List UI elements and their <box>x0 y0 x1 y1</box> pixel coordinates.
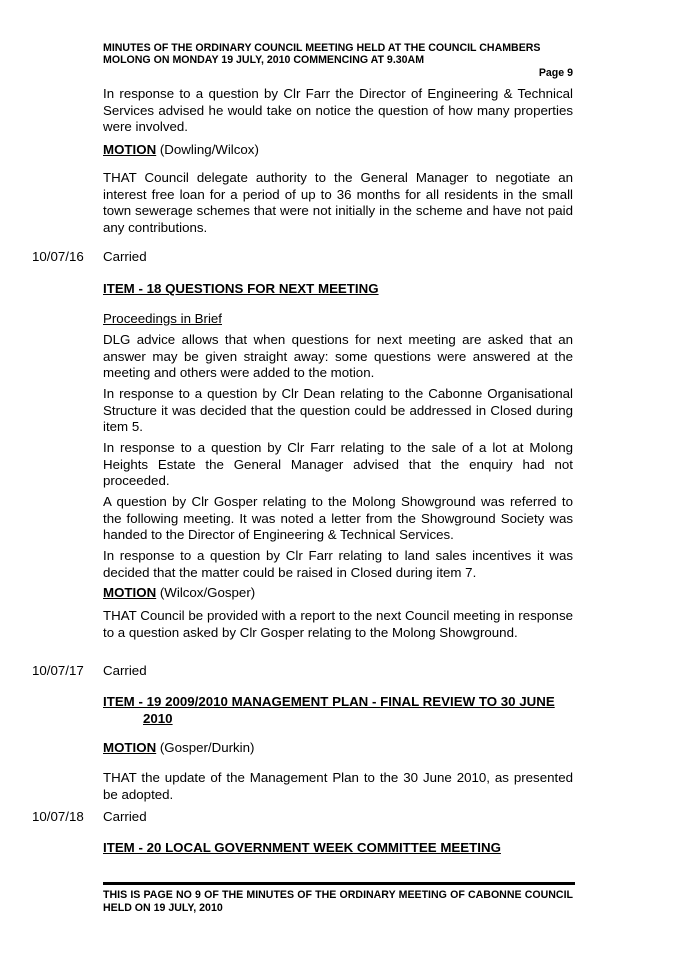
motion-movers: (Gosper/Durkin) <box>156 740 255 755</box>
resolution-text-loan: THAT Council delegate authority to the General Manager to negotiate an interest free loan for a period of up to 36 months for all residents in the small town sewerage schemes that were not initially in the scheme and have not paid any contributions. <box>103 170 573 235</box>
paragraph-dean-question: In response to a question by Clr Dean relating to the Cabonne Organisational Structure it was decided that the question could be addressed in Closed during item 5. <box>103 386 573 434</box>
paragraph-land-sales: In response to a question by Clr Farr relating to land sales incentives it was decided that the matter could be raised in Closed during item 7. <box>103 548 573 580</box>
minutes-header <box>103 42 573 66</box>
item-19-heading-line-2: 2010 <box>143 710 173 726</box>
motion-gosper-durkin <box>103 740 573 757</box>
resolution-text-management-plan: THAT the update of the Management Plan to the 30 June 2010, as presented be adopted. <box>103 770 573 802</box>
resolution-text-report: THAT Council be provided with a report to the next Council meeting in response to a question asked by Clr Gosper relating to the Molong Showground. <box>103 608 573 640</box>
header-line-1: MINUTES OF THE ORDINARY COUNCIL MEETING HELD AT THE COUNCIL CHAMBERS <box>103 42 541 54</box>
motion-movers: (Wilcox/Gosper) <box>156 585 256 600</box>
footer-divider <box>103 882 575 885</box>
resolution-number: 10/07/17 <box>32 663 84 678</box>
motion-wilcox-gosper <box>103 585 573 602</box>
motion-movers: (Dowling/Wilcox) <box>156 142 259 157</box>
resolution-status: Carried <box>103 663 147 678</box>
item-19-heading-line-1: ITEM - 19 2009/2010 MANAGEMENT PLAN - FINAL REVIEW TO 30 JUNE <box>103 694 555 709</box>
motion-dowling-wilcox <box>103 142 573 159</box>
resolution-number: 10/07/16 <box>32 249 84 264</box>
item-19-heading <box>103 694 573 727</box>
page-number: Page 9 <box>538 67 573 79</box>
paragraph-heights-estate: In response to a question by Clr Farr relating to the sale of a lot at Molong Heights Estate the General Manager advised that the enquiry had not proceeded. <box>103 440 573 488</box>
item-20-heading: ITEM - 20 LOCAL GOVERNMENT WEEK COMMITTEE MEETING <box>103 840 501 855</box>
motion-label: MOTION <box>103 142 157 157</box>
resolution-status: Carried <box>103 809 147 824</box>
paragraph-showground: A question by Clr Gosper relating to the Molong Showground was referred to the following meeting. It was noted a letter from the Showground Society was handed to the Director of Engineering & Technical Services. <box>103 494 573 542</box>
page-footer: THIS IS PAGE NO 9 OF THE MINUTES OF THE ORDINARY MEETING OF CABONNE COUNCIL HELD ON 19 JULY, 2010 <box>103 889 573 914</box>
paragraph-farr-response: In response to a question by Clr Farr the Director of Engineering & Technical Services advised he would take on notice the question of how many properties were involved. <box>103 86 573 134</box>
resolution-number: 10/07/18 <box>32 809 84 824</box>
proceedings-in-brief-label: Proceedings in Brief <box>103 311 222 326</box>
paragraph-dlg-advice: DLG advice allows that when questions for next meeting are asked that an answer may be given straight away: some questions were answered at the meeting and others were added to the motion. <box>103 332 573 380</box>
resolution-status: Carried <box>103 249 147 264</box>
motion-label: MOTION <box>103 740 157 755</box>
header-line-2: MOLONG ON MONDAY 19 JULY, 2010 COMMENCING AT 9.30AM <box>103 54 425 66</box>
motion-label: MOTION <box>103 585 157 600</box>
item-18-heading: ITEM - 18 QUESTIONS FOR NEXT MEETING <box>103 281 379 296</box>
